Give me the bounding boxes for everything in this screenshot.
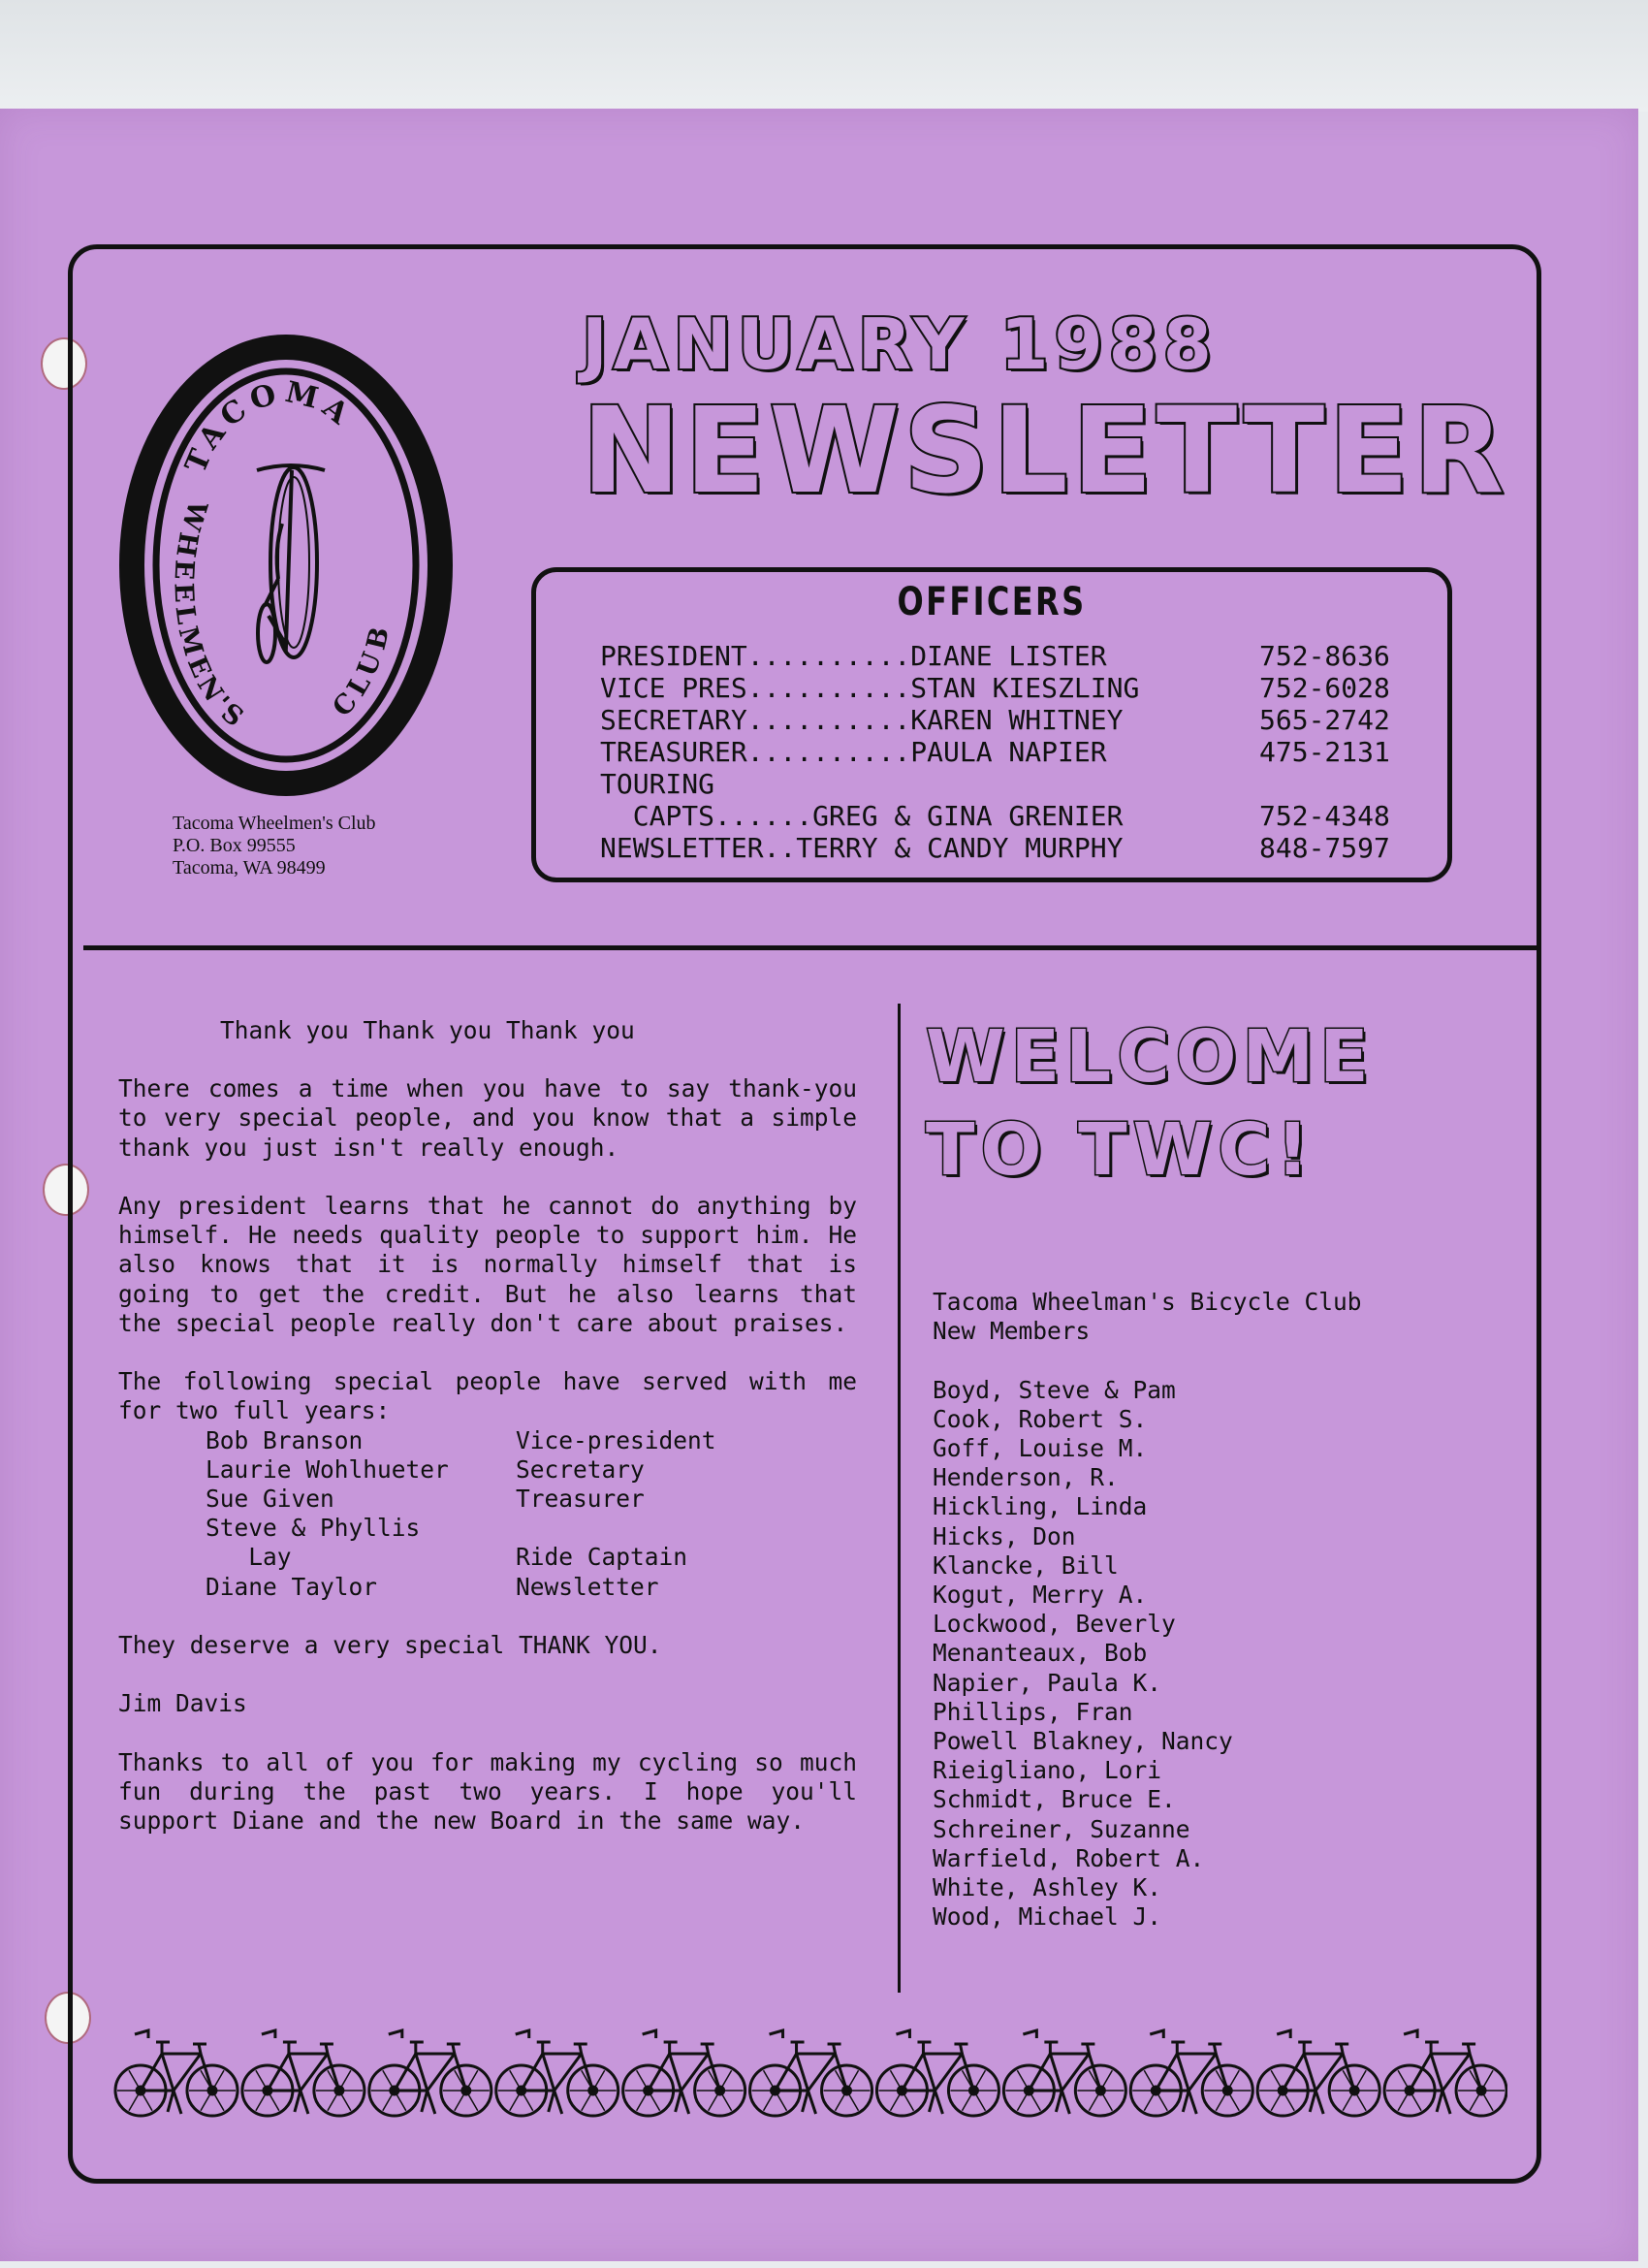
address-line: Tacoma, WA 98499 xyxy=(173,857,326,878)
officer-row xyxy=(600,800,1434,832)
officer-role: TOURING xyxy=(600,768,715,800)
tandem-bicycle-icon xyxy=(496,2030,618,2116)
volunteer-name: Laurie Wohlhueter xyxy=(206,1454,449,1484)
officer-phone: 752-8636 xyxy=(1259,640,1390,672)
officer-role: TREASURER..........PAULA NAPIER xyxy=(600,736,1107,768)
letter-paragraph: They deserve a very special THANK YOU. xyxy=(118,1631,662,1660)
tandem-bicycle-icon xyxy=(369,2030,491,2116)
logo-text-right: CLUB xyxy=(327,619,397,723)
member-item: Lockwood, Beverly xyxy=(933,1610,1176,1639)
welcome-heading xyxy=(926,1010,1375,1197)
member-item: Kogut, Merry A. xyxy=(933,1581,1148,1610)
issue-date: JANUARY 1988 xyxy=(582,303,1218,385)
volunteer-roles xyxy=(118,1426,857,1602)
officer-role: CAPTS......GREG & GINA GRENIER xyxy=(600,800,1124,832)
tandem-bicycle-icon xyxy=(115,2030,238,2116)
member-item: Hickling, Linda xyxy=(933,1492,1148,1521)
officer-row xyxy=(600,704,1434,736)
new-members-label: New Members xyxy=(933,1317,1091,1346)
volunteer-role: Vice-president xyxy=(516,1425,716,1454)
volunteer-role: Ride Captain xyxy=(516,1543,688,1572)
logo-text-top: TACOMA xyxy=(178,375,360,478)
club-address xyxy=(173,813,463,879)
tandem-bicycle-icon xyxy=(1003,2030,1125,2116)
member-item: Phillips, Fran xyxy=(933,1697,1133,1726)
officer-phone: 752-6028 xyxy=(1259,672,1390,704)
president-letter xyxy=(118,1016,857,1866)
volunteer-row xyxy=(118,1426,857,1455)
officer-row xyxy=(600,768,1434,800)
volunteer-role: Secretary xyxy=(516,1454,645,1484)
logo-text-left: WHEELMEN'S xyxy=(168,496,252,736)
tandem-bicycle-icon xyxy=(750,2030,872,2116)
header-divider xyxy=(83,945,1537,950)
officer-row xyxy=(600,736,1434,768)
member-item: Schmidt, Bruce E. xyxy=(933,1785,1176,1814)
scanner-background xyxy=(0,0,1648,112)
member-item: Rieigliano, Lori xyxy=(933,1756,1162,1785)
tandem-bicycle-icon xyxy=(1257,2030,1379,2116)
member-item: Hicks, Don xyxy=(933,1521,1076,1550)
volunteer-row xyxy=(118,1485,857,1514)
bicycle-border xyxy=(111,2025,1507,2126)
letter-signature: Jim Davis xyxy=(118,1689,247,1718)
letter-paragraph: The following special people have served with me for two full years: xyxy=(118,1367,857,1425)
officer-row xyxy=(600,672,1434,704)
officers-list xyxy=(600,640,1434,864)
address-line: Tacoma Wheelmen's Club xyxy=(173,813,376,834)
officer-row xyxy=(600,640,1434,672)
officer-role: SECRETARY..........KAREN WHITNEY xyxy=(600,704,1124,736)
member-item: Klancke, Bill xyxy=(933,1550,1119,1580)
officer-role: NEWSLETTER..TERRY & CANDY MURPHY xyxy=(600,832,1124,864)
volunteer-role: Newsletter xyxy=(516,1572,659,1601)
tandem-bicycle-icon xyxy=(242,2030,364,2116)
officer-phone: 565-2742 xyxy=(1259,704,1390,736)
officer-phone: 475-2131 xyxy=(1259,736,1390,768)
officer-row xyxy=(600,832,1434,864)
tandem-bicycle-icon xyxy=(876,2030,998,2116)
officers-box xyxy=(531,567,1452,882)
volunteer-row xyxy=(118,1573,857,1602)
officer-role: VICE PRES..........STAN KIESZLING xyxy=(600,672,1140,704)
letter-paragraph: There comes a time when you have to say thank-you to very special people, and you know that a simple thank you just isn't really enough. xyxy=(118,1074,857,1162)
letter-paragraph: Thanks to all of you for making my cycling so much fun during the past two years. I hope you'll support Diane and the new Board in the same way. xyxy=(118,1747,857,1836)
member-item: Goff, Louise M. xyxy=(933,1434,1148,1462)
member-list xyxy=(933,1376,1514,1933)
member-item: Schreiner, Suzanne xyxy=(933,1814,1190,1843)
member-item: Warfield, Robert A. xyxy=(933,1843,1205,1872)
volunteer-name: Lay xyxy=(206,1543,292,1572)
address-line: P.O. Box 99555 xyxy=(173,835,296,856)
tandem-bicycle-icon xyxy=(623,2030,745,2116)
officers-title: OFFICERS xyxy=(897,580,1087,624)
tandem-bicycle-icon xyxy=(1384,2030,1506,2116)
volunteer-name: Diane Taylor xyxy=(206,1572,378,1601)
new-members-club: Tacoma Wheelman's Bicycle Club xyxy=(933,1288,1362,1316)
member-item: Boyd, Steve & Pam xyxy=(933,1375,1176,1404)
volunteer-name: Sue Given xyxy=(206,1485,334,1514)
officer-phone: 848-7597 xyxy=(1259,832,1390,864)
new-members xyxy=(933,1288,1514,1932)
club-logo xyxy=(111,325,460,810)
volunteer-row xyxy=(118,1514,857,1543)
officer-role: PRESIDENT..........DIANE LISTER xyxy=(600,640,1107,672)
newsletter-title: NEWSLETTER xyxy=(582,382,1508,520)
member-item: Menanteaux, Bob xyxy=(933,1639,1148,1668)
volunteer-name: Steve & Phyllis xyxy=(206,1514,421,1543)
volunteer-name: Bob Branson xyxy=(206,1425,364,1454)
welcome-line: WELCOME xyxy=(926,1015,1375,1099)
member-item: Powell Blakney, Nancy xyxy=(933,1727,1233,1756)
tandem-bicycle-icon xyxy=(1130,2030,1252,2116)
newsletter-headline xyxy=(582,301,1508,520)
letter-heading: Thank you Thank you Thank you xyxy=(220,1016,635,1044)
member-item: Napier, Paula K. xyxy=(933,1668,1162,1697)
volunteer-row xyxy=(118,1455,857,1485)
officer-phone: 752-4348 xyxy=(1259,800,1390,832)
welcome-line: TO TWC! xyxy=(926,1108,1315,1192)
volunteer-row xyxy=(118,1543,857,1572)
member-item: White, Ashley K. xyxy=(933,1873,1162,1902)
member-item: Henderson, R. xyxy=(933,1463,1119,1492)
letter-paragraph: Any president learns that he cannot do anything by himself. He needs quality people to support him. He also knows that it is normally himself that is going to get the credit. But he also learns that the special people really don't care about praises. xyxy=(118,1192,857,1337)
volunteer-role: Treasurer xyxy=(516,1485,645,1514)
new-members-intro xyxy=(933,1288,1514,1346)
column-divider xyxy=(898,1004,901,1993)
member-item: Cook, Robert S. xyxy=(933,1404,1148,1433)
member-item: Wood, Michael J. xyxy=(933,1902,1162,1932)
